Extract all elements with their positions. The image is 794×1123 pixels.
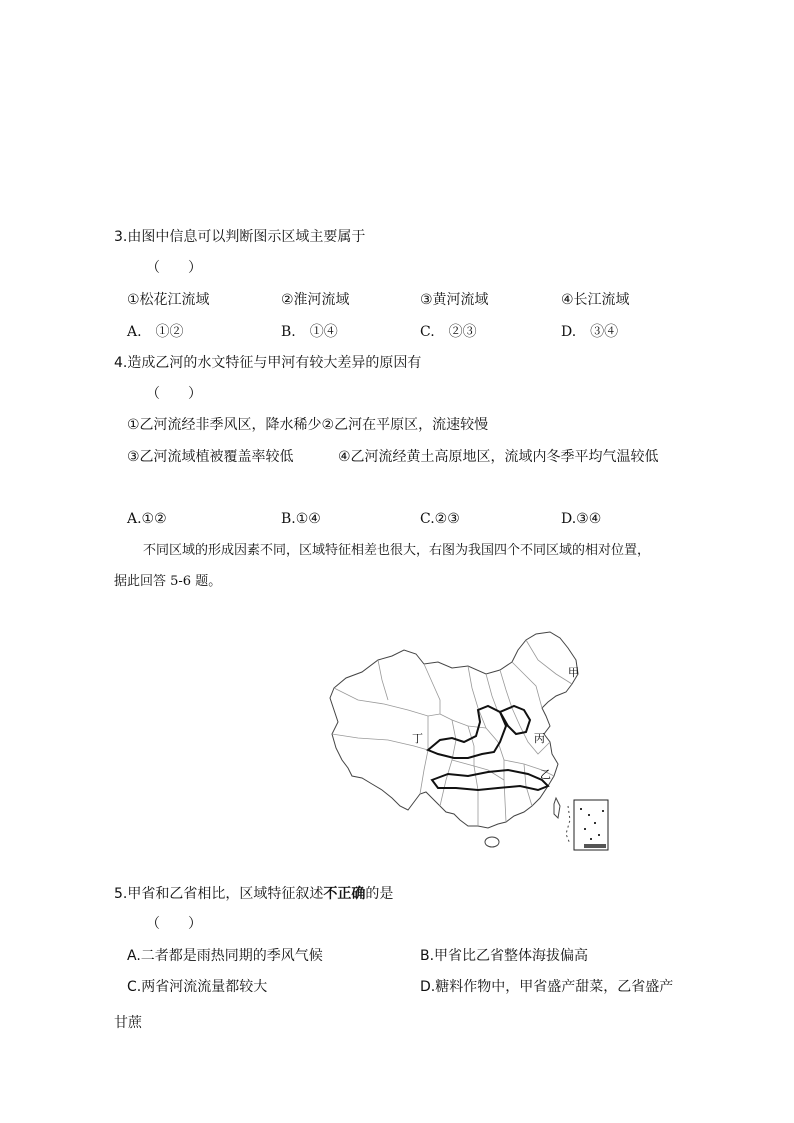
q4-reason-3: ③乙河流域植被覆盖率较低 (127, 449, 294, 465)
q3-answer-bracket: （ ） (146, 260, 202, 276)
q3-choice-c: C. ②③ (420, 324, 477, 340)
q4-choice-c: C.②③ (420, 511, 460, 527)
q3-choice-d: D. ③④ (561, 324, 619, 340)
q5-choice-d: D.糖料作物中，甲省盛产甜菜，乙省盛产 (420, 979, 674, 995)
map-label-bing: 丙 (534, 732, 545, 745)
q3-option-3: ③黄河流域 (420, 292, 489, 308)
q4-answer-bracket: （ ） (146, 386, 202, 402)
q5-stem-post: 的是 (365, 886, 394, 902)
map-label-yi: 乙 (540, 768, 551, 781)
intro-line-2: 据此回答 5-6 题。 (114, 574, 222, 589)
map-label-jia: 甲 (568, 666, 579, 679)
q5-answer-bracket: （ ） (146, 916, 202, 932)
q4-choice-d: D.③④ (561, 511, 602, 527)
china-region-map (328, 630, 610, 852)
q3-option-4: ④长江流域 (561, 292, 630, 308)
q4-reasons-1-2: ①乙河流经非季风区，降水稀少②乙河在平原区，流速较慢 (127, 417, 489, 433)
hainan-island (485, 837, 499, 847)
q5-choice-c: C.两省河流流量都较大 (127, 979, 268, 995)
taiwan-island (554, 798, 560, 818)
q4-choice-a: A.①② (127, 511, 167, 527)
q5-stem (114, 885, 393, 903)
q4-choice-b: B.①④ (281, 511, 321, 527)
south-china-sea-inset (566, 800, 608, 850)
intro-line-1: 不同区域的形成因素不同，区域特征相差也很大，右图为我国四个不同区域的相对位置， (143, 543, 651, 558)
q3-stem: 3.由图中信息可以判断图示区域主要属于 (114, 229, 366, 245)
q5-stem-pre: 5.甲省和乙省相比，区域特征叙述 (114, 886, 324, 902)
q5-choice-a: A.二者都是雨热同期的季风气候 (127, 948, 323, 964)
q3-choice-a: A. ①② (127, 324, 184, 340)
q4-reason-4: ④乙河流经黄土高原地区，流域内冬季平均气温较低 (338, 449, 659, 465)
q4-stem: 4.造成乙河的水文特征与甲河有较大差异的原因有 (114, 355, 422, 371)
q5-choice-d-continued: 甘蔗 (114, 1015, 142, 1031)
q3-choice-b: B. ①④ (281, 324, 338, 340)
q3-option-2: ②淮河流域 (281, 292, 350, 308)
q3-option-1: ①松花江流域 (127, 292, 210, 308)
q5-choice-b: B.甲省比乙省整体海拔偏高 (420, 948, 589, 964)
q5-stem-emphasis: 不正确 (323, 886, 366, 902)
map-label-ding: 丁 (412, 732, 423, 745)
